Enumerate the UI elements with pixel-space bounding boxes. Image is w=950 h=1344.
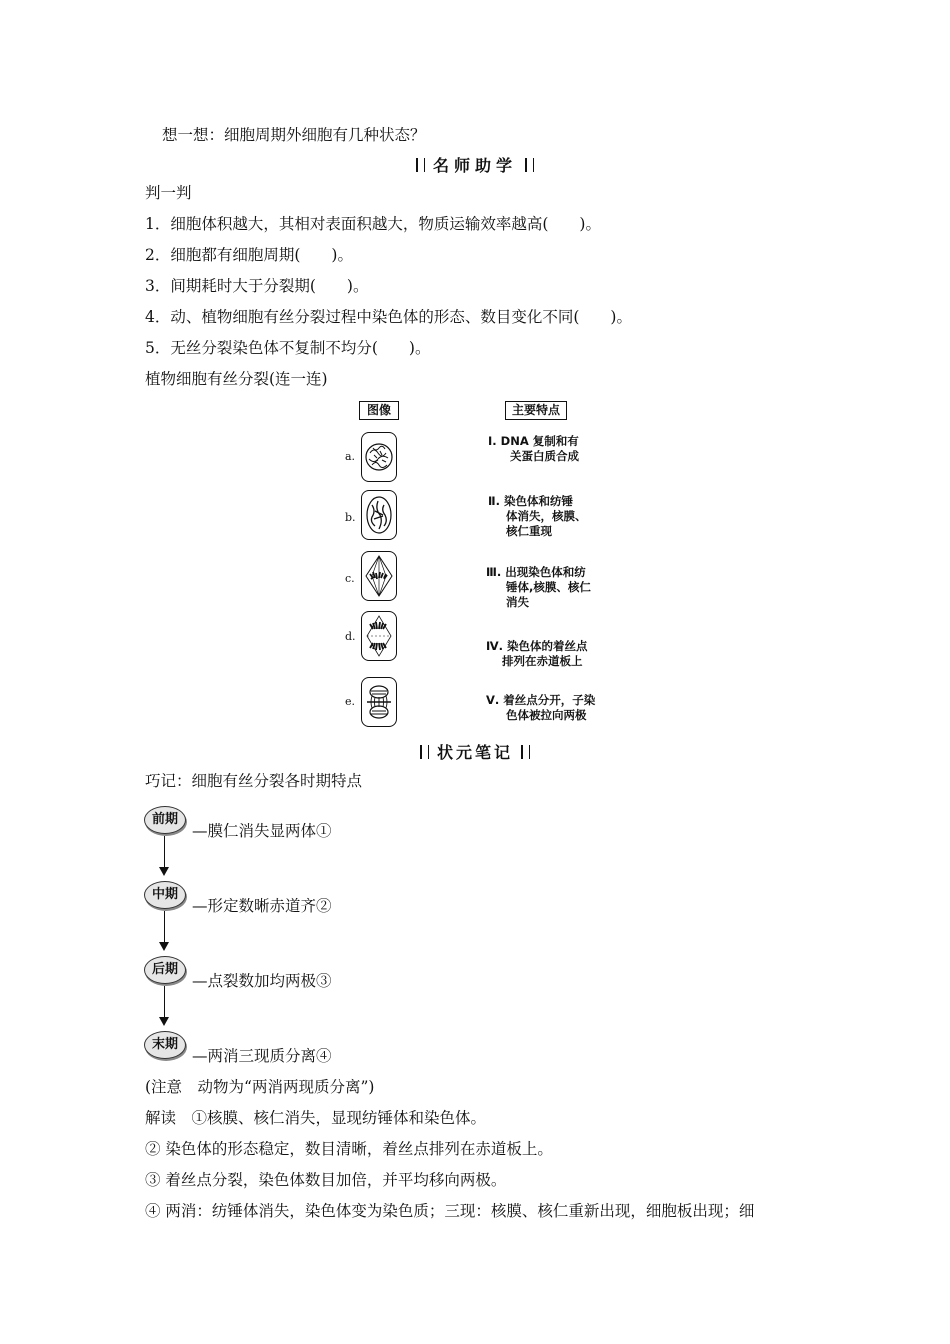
- flow-arrow-line-1: [164, 836, 165, 868]
- phase-pill-prophase: 前期: [144, 806, 186, 834]
- image-label-b: b.: [345, 511, 356, 524]
- feature-1-line-2: 关蛋白质合成: [510, 449, 579, 463]
- cell-image-anaphase: [361, 611, 397, 661]
- cell-image-prophase: [361, 490, 397, 540]
- connect-title: 植物细胞有丝分裂(连一连): [145, 370, 328, 388]
- judge-item-4: 4．动、植物细胞有丝分裂过程中染色体的形态、数目变化不同( )。: [145, 308, 632, 326]
- figure-header-image: 图像: [359, 401, 399, 420]
- feature-1: [488, 434, 579, 464]
- section-title-1: 名师助学: [432, 156, 517, 175]
- heading-bar-right: [525, 158, 534, 172]
- figure-header-feature: 主要特点: [505, 401, 567, 420]
- explain-3: ③ 着丝点分裂，染色体数目加倍，并平均移向两极。: [145, 1171, 507, 1189]
- feature-3-line-1: Ⅲ. 出现染色体和纺: [486, 565, 586, 579]
- flow-arrowhead-2: [159, 942, 169, 951]
- feature-4-line-1: Ⅳ. 染色体的着丝点: [486, 639, 588, 653]
- mnemonic-title: 巧记：细胞有丝分裂各时期特点: [145, 772, 363, 790]
- explain-4: ④ 两消：纺锤体消失，染色体变为染色质；三现：核膜、核仁重新出现，细胞板出现；细: [145, 1202, 755, 1220]
- judge-item-1: 1．细胞体积越大，其相对表面积越大，物质运输效率越高( )。: [145, 215, 601, 233]
- phase-pill-telophase: 末期: [144, 1031, 186, 1059]
- image-label-a: a.: [345, 450, 356, 463]
- feature-5-line-1: Ⅴ. 着丝点分开，子染: [486, 693, 596, 707]
- judge-title: 判一判: [145, 184, 192, 202]
- feature-5: [486, 693, 595, 723]
- feature-2-line-3: 核仁重现: [506, 524, 552, 538]
- feature-2-line-1: Ⅱ. 染色体和纺锤: [488, 494, 573, 508]
- image-label-c: c.: [345, 572, 355, 585]
- flow-arrowhead-1: [159, 867, 169, 876]
- note: (注意 动物为“两消两现质分离”): [145, 1078, 375, 1096]
- phase-text-anaphase: —点裂数加均两极③: [192, 972, 332, 990]
- section-heading-zhuangyuan: [0, 742, 950, 764]
- heading-bar-right-2: [521, 745, 530, 759]
- feature-3-line-2: 锤体,核膜、核仁: [506, 580, 591, 594]
- feature-3-line-3: 消失: [506, 595, 529, 609]
- cell-image-metaphase: [361, 551, 397, 601]
- section-title-2: 状元笔记: [436, 743, 513, 762]
- flow-arrow-line-3: [164, 986, 165, 1018]
- explain-2: ② 染色体的形态稳定，数目清晰，着丝点排列在赤道板上。: [145, 1140, 553, 1158]
- judge-item-3: 3．间期耗时大于分裂期( )。: [145, 277, 369, 295]
- cell-image-telophase: [361, 677, 397, 727]
- flow-arrowhead-3: [159, 1017, 169, 1026]
- feature-2-line-2: 体消失，核膜、: [506, 509, 587, 523]
- cell-image-interphase: [361, 432, 397, 482]
- judge-item-2: 2．细胞都有细胞周期( )。: [145, 246, 353, 264]
- section-heading-mingshi: [0, 155, 950, 177]
- image-label-d: d.: [345, 630, 356, 643]
- phase-pill-anaphase: 后期: [144, 956, 186, 984]
- feature-5-line-2: 色体被拉向两极: [506, 708, 587, 722]
- feature-4-line-2: 排列在赤道板上: [502, 654, 583, 668]
- think-question: 想一想：细胞周期外细胞有几种状态？: [162, 126, 426, 144]
- phase-text-telophase: —两消三现质分离④: [192, 1047, 332, 1065]
- phase-text-metaphase: —形定数晰赤道齐②: [192, 897, 332, 915]
- feature-2: [488, 494, 587, 539]
- heading-bar-left-2: [420, 745, 429, 759]
- image-label-e: e.: [345, 695, 356, 708]
- feature-1-line-1: Ⅰ. DNA 复制和有: [488, 434, 579, 448]
- feature-3: [486, 565, 591, 610]
- phase-text-prophase: —膜仁消失显两体①: [192, 822, 332, 840]
- feature-4: [486, 639, 588, 669]
- heading-bar-left: [416, 158, 425, 172]
- phase-pill-metaphase: 中期: [144, 881, 186, 909]
- judge-item-5: 5．无丝分裂染色体不复制不均分( )。: [145, 339, 431, 357]
- flow-arrow-line-2: [164, 911, 165, 943]
- explain-1: 解读 ①核膜、核仁消失，显现纺锤体和染色体。: [145, 1109, 487, 1127]
